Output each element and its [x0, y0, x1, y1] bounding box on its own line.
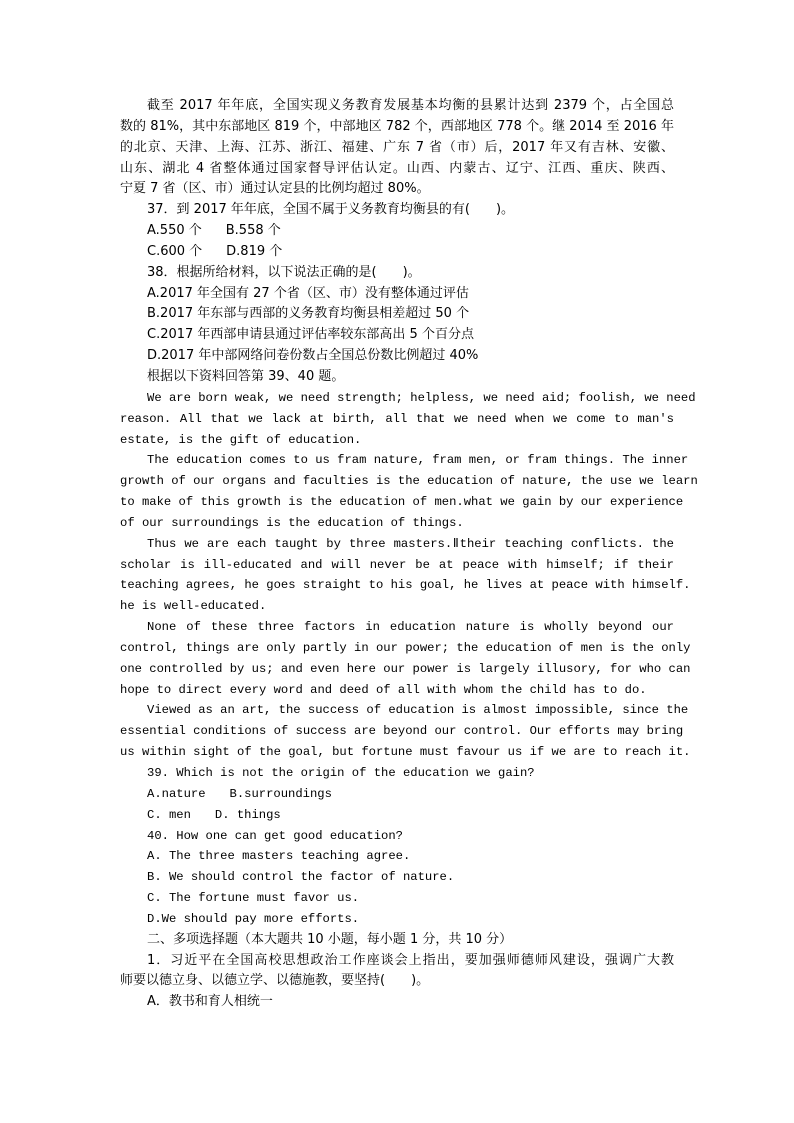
question-stem: 师要以德立身、以德立学、以德施教，要坚持( )。	[120, 973, 430, 989]
passage-en-line: to make of this growth is the education of men.what we gain by our experience	[120, 495, 684, 510]
passage-en-line: he is well-educated.	[120, 599, 267, 614]
question-stem: 40. How one can get good education?	[147, 828, 403, 843]
passage-en-line: Thus we are each taught by three masters.Ⅱtheir teaching conflicts. the	[147, 536, 674, 551]
paragraph	[120, 534, 691, 617]
option-a: A．教书和育人相统一	[147, 994, 273, 1010]
passage-en-line: None of these three factors in education nature is wholly beyond our	[147, 620, 674, 635]
passage-cn-line: 截至 2017 年年底，全国实现义务教育发展基本均衡的县累计达到 2379 个，占全国总	[147, 98, 674, 113]
question-stem: 38．根据所给材料，以下说法正确的是( )。	[147, 264, 421, 280]
passage-en-line: teaching agrees, he goes straight to his goal, he lives at peace with himself.	[120, 578, 691, 593]
passage-cn	[120, 96, 674, 200]
question-stem: 37．到 2017 年年底，全国不属于义务教育均衡县的有( )。	[147, 202, 515, 218]
option-row	[120, 784, 674, 805]
question-38	[120, 263, 674, 388]
passage-en-line: of our surroundings is the education of things.	[120, 515, 464, 530]
passage-en-line: hope to direct every word and deed of all with whom the child has to do.	[120, 682, 647, 697]
passage-cn-line: 的北京、天津、上海、江苏、浙江、福建、广东 7 省（市）后，2017 年又有吉林、安徽、	[120, 139, 674, 155]
option-d: D.2017 年中部网络问卷份数占全国总份数比例超过 40%	[147, 348, 479, 364]
option-c: C.600 个	[147, 243, 203, 259]
passage-cn-line: 山东、湖北 4 省整体通过国家督导评估认定。山西、内蒙古、辽宁、江西、重庆、陕西、	[120, 160, 674, 176]
passage-en-line: The education comes to us fram nature, fram men, or fram things. The inner	[147, 453, 689, 468]
passage-cn-line: 宁夏 7 省（区、市）通过认定县的比例均超过 80%。	[120, 181, 430, 197]
option-b: B. We should control the factor of nature.	[147, 870, 455, 885]
paragraph	[120, 700, 691, 763]
exam-page	[120, 96, 698, 1013]
paragraph	[120, 617, 691, 700]
passage-en	[120, 388, 698, 763]
question-39	[120, 763, 674, 826]
option-b: B.2017 年东部与西部的义务教育均衡县相差超过 50 个	[147, 306, 470, 322]
option-a: A. The three masters teaching agree.	[147, 849, 411, 864]
option-row	[120, 805, 674, 826]
option-a: A.550 个	[147, 223, 202, 239]
option-d: D. things	[214, 807, 281, 822]
passage-en-line: one controlled by us; and even here our power is largely illusory, for who can	[120, 661, 691, 676]
passage-en-line: Viewed as an art, the success of education is almost impossible, since the	[147, 703, 689, 718]
option-b: B.surroundings	[229, 786, 332, 801]
option-row	[120, 221, 674, 242]
passage-en-line: scholar is ill-educated and will never be at peace with himself; if their	[120, 557, 674, 572]
option-c: C. The fortune must favor us.	[147, 891, 360, 906]
option-c: C. men	[147, 807, 191, 822]
option-c: C.2017 年西部申请县通过评估率较东部高出 5 个百分点	[147, 327, 474, 343]
question-40	[120, 826, 674, 930]
option-d: D.819 个	[226, 243, 283, 259]
option-b: B.558 个	[225, 223, 281, 239]
option-d: D.We should pay more efforts.	[147, 911, 360, 926]
passage-en-line: We are born weak, we need strength; helpless, we need aid; foolish, we need	[147, 390, 696, 405]
passage-en-line: essential conditions of success are beyond our control. Our efforts may bring	[120, 724, 684, 739]
passage-en-line: estate, is the gift of education.	[120, 432, 362, 447]
question-stem: 39. Which is not the origin of the education we gain?	[147, 766, 535, 780]
section-heading: 二、多项选择题（本大题共 10 小题，每小题 1 分，共 10 分）	[147, 931, 513, 947]
passage-en-line: growth of our organs and faculties is the education of nature, the use we learn	[120, 474, 698, 489]
section-multiple-choice	[120, 930, 674, 1013]
passage-en-line: us within sight of the goal, but fortune must favour us if we are to reach it.	[120, 745, 691, 760]
paragraph	[120, 450, 698, 533]
passage-cn-line: 数的 81%，其中东部地区 819 个，中部地区 782 个，西部地区 778 个。继 2014 至 2016 年	[120, 118, 674, 134]
option-a: A.2017 年全国有 27 个省（区、市）没有整体通过评估	[147, 285, 469, 301]
option-row	[120, 242, 674, 263]
instruction-39-40: 根据以下资料回答第 39、40 题。	[147, 368, 345, 384]
question-stem: 1．习近平在全国高校思想政治工作座谈会上指出，要加强师德师风建设，强调广大教	[147, 952, 674, 968]
passage-en-line: control, things are only partly in our power; the education of men is the only	[120, 640, 691, 655]
question-37	[120, 200, 674, 263]
option-a: A.nature	[147, 786, 206, 801]
paragraph	[120, 388, 696, 451]
passage-en-line: reason. All that we lack at birth, all that we need when we come to man's	[120, 411, 674, 426]
